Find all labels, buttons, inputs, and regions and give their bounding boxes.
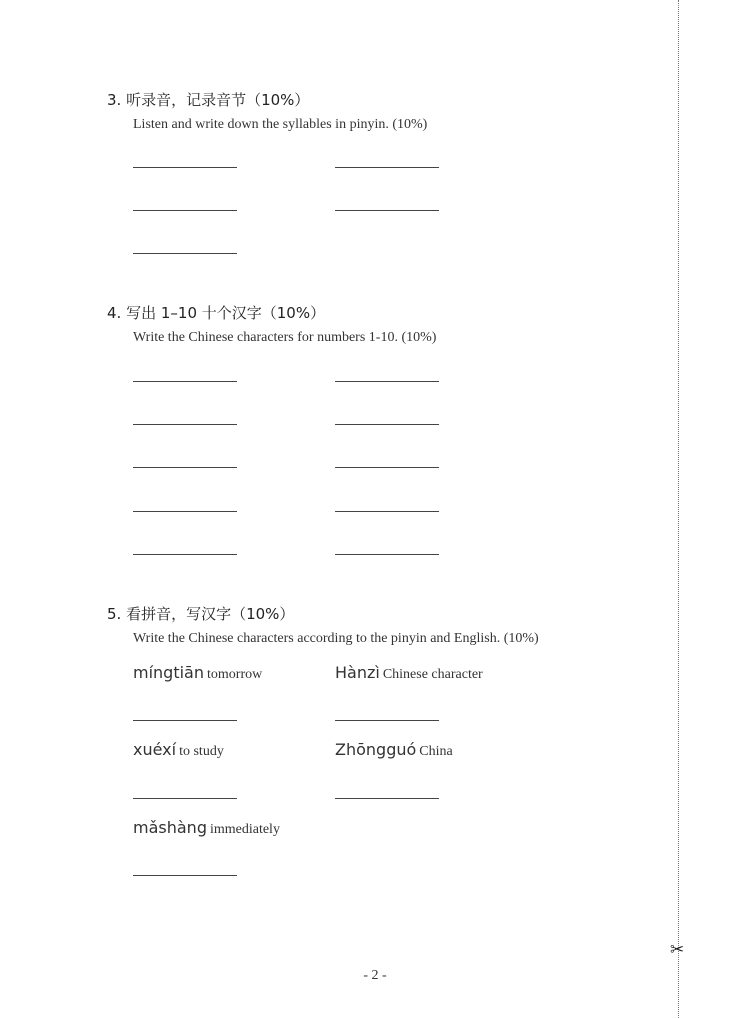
answer-blank[interactable] bbox=[335, 798, 439, 799]
answer-blank[interactable] bbox=[133, 253, 237, 254]
pinyin-word-china bbox=[335, 740, 453, 760]
pinyin-word-immediately bbox=[133, 818, 280, 838]
section-3-number: 3. bbox=[107, 91, 122, 109]
section-3-instruction: Listen and write down the syllables in pinyin. (10%) bbox=[133, 117, 428, 132]
english-gloss: Chinese character bbox=[382, 667, 483, 682]
answer-blank[interactable] bbox=[133, 798, 237, 799]
section-4-instruction: Write the Chinese characters for numbers 1-10. (10%) bbox=[133, 330, 437, 345]
section-5-title-text: 看拼音，写汉字（10%） bbox=[126, 605, 295, 623]
pinyin-text: xuéxí bbox=[133, 740, 177, 759]
pinyin-word-tomorrow bbox=[133, 663, 262, 683]
answer-blank[interactable] bbox=[335, 424, 439, 425]
answer-blank[interactable] bbox=[133, 511, 237, 512]
answer-blank[interactable] bbox=[133, 381, 237, 382]
section-5-number: 5. bbox=[107, 605, 122, 623]
section-3-title-text: 听录音，记录音节（10%） bbox=[126, 91, 310, 109]
section-5-title bbox=[107, 603, 294, 624]
section-4-number: 4. bbox=[107, 304, 122, 322]
answer-blank[interactable] bbox=[133, 720, 237, 721]
page-number: - 2 - bbox=[363, 968, 387, 983]
english-gloss: immediately bbox=[209, 822, 280, 837]
section-3-title bbox=[107, 89, 309, 110]
answer-blank[interactable] bbox=[133, 467, 237, 468]
scissors-icon: ✂ bbox=[670, 940, 685, 960]
answer-blank[interactable] bbox=[133, 210, 237, 211]
answer-blank[interactable] bbox=[133, 424, 237, 425]
answer-blank[interactable] bbox=[133, 875, 237, 876]
answer-blank[interactable] bbox=[335, 167, 439, 168]
pinyin-text: míngtiān bbox=[133, 663, 204, 682]
answer-blank[interactable] bbox=[335, 511, 439, 512]
pinyin-text: Zhōngguó bbox=[335, 740, 417, 759]
section-4-title bbox=[107, 302, 325, 323]
pinyin-text: Hànzì bbox=[335, 663, 380, 682]
answer-blank[interactable] bbox=[335, 720, 439, 721]
answer-blank[interactable] bbox=[133, 554, 237, 555]
english-gloss: tomorrow bbox=[207, 667, 263, 682]
answer-blank[interactable] bbox=[335, 210, 439, 211]
answer-blank[interactable] bbox=[133, 167, 237, 168]
pinyin-word-to-study bbox=[133, 740, 224, 760]
pinyin-text: mǎshàng bbox=[133, 818, 207, 837]
pinyin-word-chinese-character bbox=[335, 663, 483, 683]
answer-blank[interactable] bbox=[335, 467, 439, 468]
section-5-instruction: Write the Chinese characters according to the pinyin and English. (10%) bbox=[133, 631, 539, 646]
english-gloss: to study bbox=[179, 744, 224, 759]
section-4-title-text: 写出 1–10 十个汉字（10%） bbox=[126, 304, 326, 322]
answer-blank[interactable] bbox=[335, 554, 439, 555]
english-gloss: China bbox=[419, 744, 453, 759]
cut-line bbox=[678, 0, 679, 1018]
answer-blank[interactable] bbox=[335, 381, 439, 382]
